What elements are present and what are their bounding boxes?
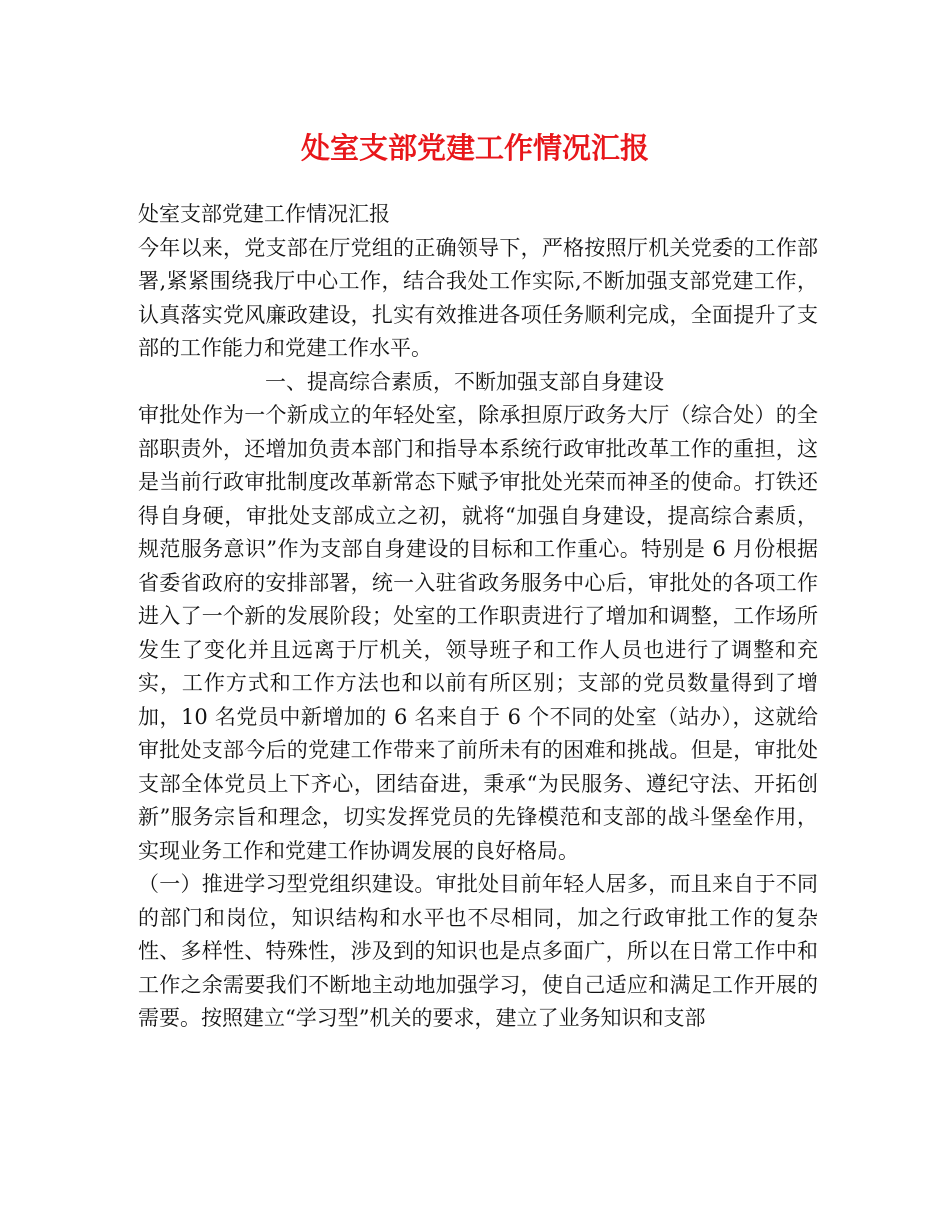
section-heading: 一、提高综合素质，不断加强支部自身建设 bbox=[265, 369, 664, 394]
body-paragraph: 审批处作为一个新成立的年轻处室，除承担原厅政务大厅（综合处）的全部职责外，还增加负责本部门和指导本系统行政审批改革工作的重担，这是当前行政审批制度改革新常态下赋予审批处光荣而神圣的使命。打铁还得自身硬，审批处支部成立之初，就将“加强自身建设，提高综合素质，规范服务意识”作为支部自身建设的目标和工作重心。特别是 6 月份根据省委省政府的安排部署，统一入驻省政务服务中心后，审批处的各项工作进入了一个新的发展阶段；处室的工作职责进行了增加和调整，工作场所发生了变化并且远离于厅机关，领导班子和工作人员也进行了调整和充实，工作方式和工作方法也和以前有所区别；支部的党员数量得到了增加，10 名党员中新增加的 6 名来自于 6 个不同的处室（站办），这就给审批处支部今后的党建工作带来了前所未有的困难和挑战。但是，审批处支部全体党员上下齐心，团结奋进，秉承“为民服务、遵纪守法、开拓创新”服务宗旨和理念，切实发挥党员的先锋模范和支部的战斗堡垒作用，实现业务工作和党建工作协调发展的良好格局。 bbox=[138, 403, 818, 863]
subtitle-paragraph: 处室支部党建工作情况汇报 bbox=[138, 202, 390, 226]
document-title: 处室支部党建工作情况汇报 bbox=[300, 131, 649, 165]
intro-paragraph: 今年以来，党支部在厅党组的正确领导下，严格按照厅机关党委的工作部署,紧紧围绕我厅中心工作，结合我处工作实际,不断加强支部党建工作，认真落实党风廉政建设，扎实有效推进各项任务顺利完成，全面提升了支部的工作能力和党建工作水平。 bbox=[138, 235, 818, 360]
body-paragraph: （一）推进学习型党组织建设。审批处目前年轻人居多，而且来自于不同的部门和岗位，知识结构和水平也不尽相同，加之行政审批工作的复杂性、多样性、特殊性，涉及到的知识也是点多面广，所以在日常工作中和工作之余需要我们不断地主动地加强学习，使自己适应和满足工作开展的需要。按照建立“学习型”机关的要求，建立了业务知识和支部 bbox=[138, 872, 818, 1030]
document-body bbox=[138, 198, 818, 1036]
